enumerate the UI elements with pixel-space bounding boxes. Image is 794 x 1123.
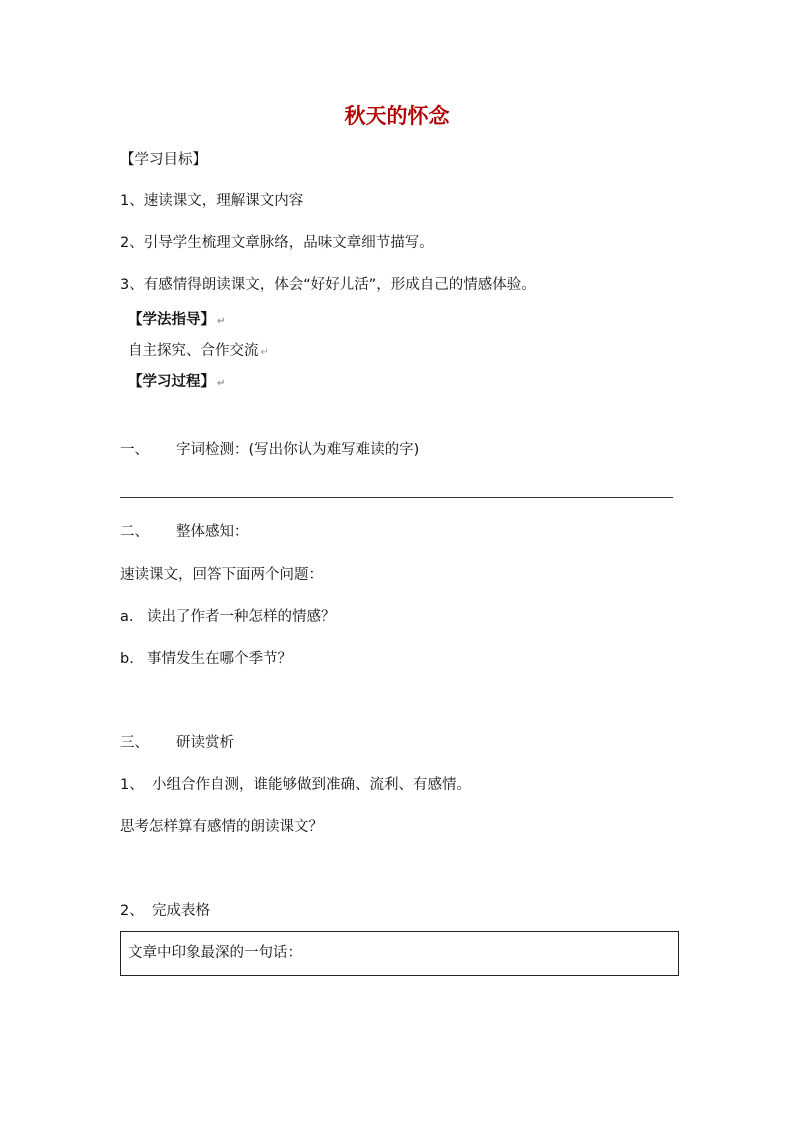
- section-3-text: 研读赏析: [176, 735, 234, 751]
- paragraph-mark-icon: ↵: [217, 378, 226, 389]
- section-3-number: 三、: [120, 735, 149, 751]
- process-heading: [128, 372, 225, 394]
- answer-line: [120, 497, 673, 498]
- step-1-text: 小组合作自测，谁能够做到准确、流利、有感情。: [152, 777, 471, 793]
- question-b-text: 事情发生在哪个季节？: [147, 651, 292, 667]
- question-a-text: 读出了作者一种怎样的情感？: [147, 609, 336, 625]
- goal-item-1: 1、速读课文，理解课文内容: [120, 193, 304, 209]
- section-1-number: 一、: [120, 442, 149, 458]
- section-1-heading: [120, 440, 419, 460]
- answer-table-cell: 文章中印象最深的一句话：: [128, 945, 302, 961]
- paragraph-mark-icon: ↵: [217, 316, 226, 327]
- step-2-text: 完成表格: [152, 903, 210, 919]
- step-1-number: 1、: [120, 777, 144, 793]
- process-heading-text: 【学习过程】: [128, 374, 215, 390]
- section-3-heading: [120, 733, 234, 753]
- document-title: 秋天的怀念: [344, 103, 450, 128]
- section-3-step-2: [120, 901, 210, 921]
- section-3-step-1-question: 思考怎样算有感情的朗读课文？: [120, 819, 323, 835]
- answer-table: [120, 931, 679, 976]
- section-3-step-1: [120, 775, 471, 795]
- method-heading: [128, 310, 225, 332]
- section-2-number: 二、: [120, 524, 149, 540]
- section-2-text: 整体感知：: [176, 524, 249, 540]
- question-b: [120, 649, 292, 669]
- goals-heading: 【学习目标】: [120, 152, 207, 168]
- method-text: [128, 341, 269, 363]
- goal-item-3: 3、有感情得朗读课文，体会“好好儿活”，形成自己的情感体验。: [120, 277, 536, 293]
- goal-item-2: 2、引导学生梳理文章脉络，品味文章细节描写。: [120, 235, 434, 251]
- question-a: [120, 607, 336, 627]
- section-2-heading: [120, 522, 249, 542]
- step-2-number: 2、: [120, 903, 144, 919]
- question-b-label: b.: [120, 651, 134, 667]
- method-heading-text: 【学法指导】: [128, 312, 215, 328]
- paragraph-mark-icon: ↵: [260, 347, 269, 358]
- section-1-text: 字词检测：(写出你认为难写难读的字): [176, 442, 420, 458]
- section-2-intro: 速读课文，回答下面两个问题：: [120, 567, 323, 583]
- method-text-value: 自主探究、合作交流: [128, 343, 259, 359]
- question-a-label: a.: [120, 609, 134, 625]
